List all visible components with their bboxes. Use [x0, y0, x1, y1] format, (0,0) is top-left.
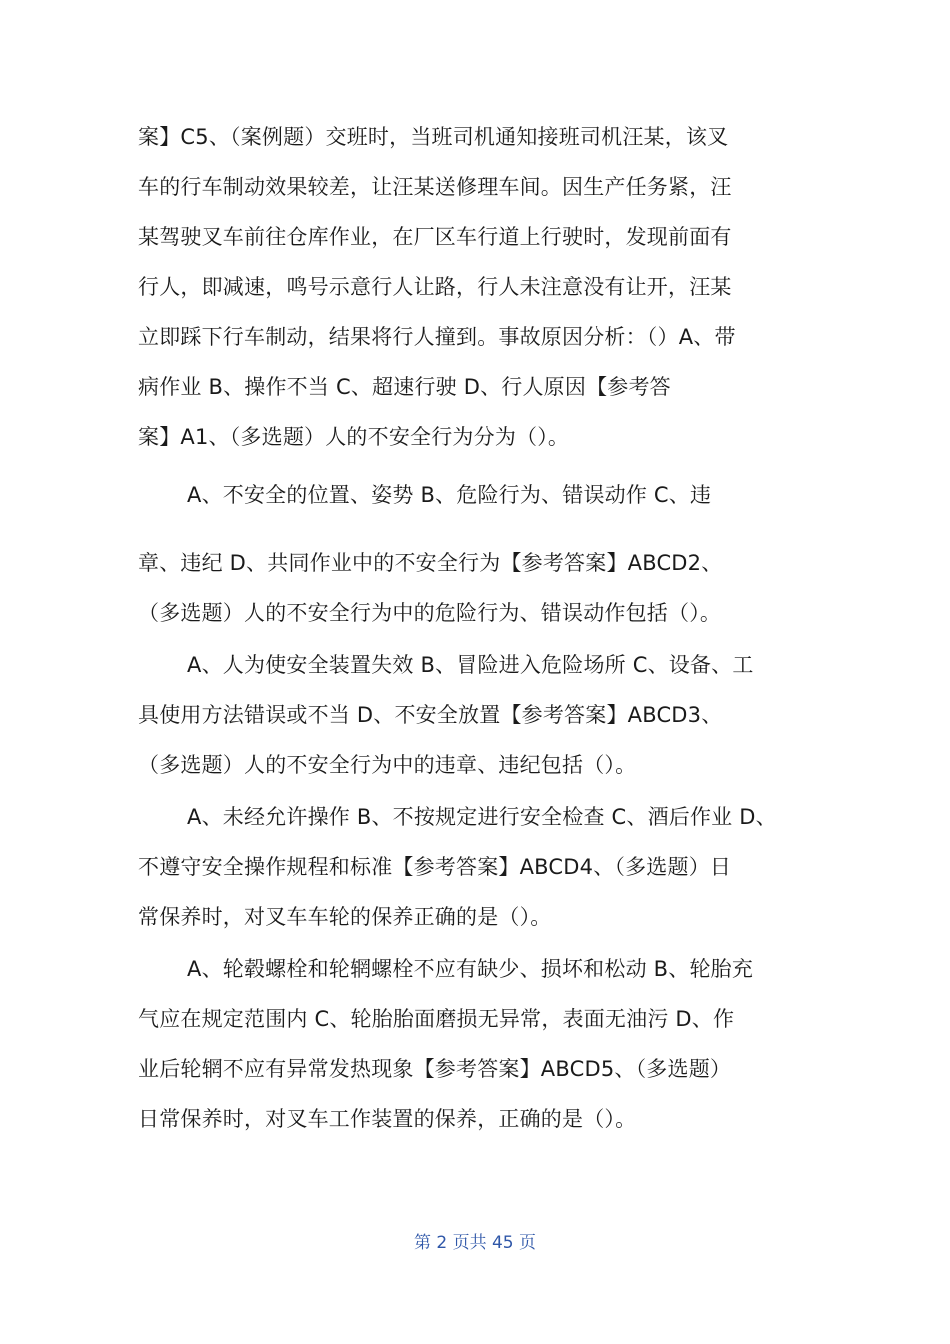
text-line-13: （多选题）人的不安全行为中的违章、违纪包括（）。: [138, 753, 637, 777]
text-line-8: A、不安全的位置、姿势 B、危险行为、错误动作 C、违: [187, 483, 712, 507]
text-line-17: A、轮毂螺栓和轮辋螺栓不应有缺少、损坏和松动 B、轮胎充: [187, 957, 754, 981]
text-line-19: 业后轮辋不应有异常发热现象【参考答案】ABCD5、（多选题）: [138, 1057, 732, 1081]
text-line-15: 不遵守安全操作规程和标准【参考答案】ABCD4、（多选题）日: [138, 855, 732, 879]
text-line-10: （多选题）人的不安全行为中的危险行为、错误动作包括（）。: [138, 601, 722, 625]
text-line-1: 案】C5、（案例题）交班时，当班司机通知接班司机汪某，该叉: [138, 125, 729, 149]
text-line-16: 常保养时，对叉车车轮的保养正确的是（）。: [138, 905, 552, 929]
text-line-6: 病作业 B、操作不当 C、超速行驶 D、行人原因【参考答: [138, 375, 671, 399]
text-line-2: 车的行车制动效果较差，让汪某送修理车间。因生产任务紧，汪: [138, 175, 732, 199]
text-line-7: 案】A1、（多选题）人的不安全行为分为（）。: [138, 425, 570, 449]
text-line-11: A、人为使安全装置失效 B、冒险进入危险场所 C、设备、工: [187, 653, 754, 677]
text-line-18: 气应在规定范围内 C、轮胎胎面磨损无异常，表面无油污 D、作: [138, 1007, 735, 1031]
text-line-20: 日常保养时，对叉车工作装置的保养，正确的是（）。: [138, 1107, 637, 1131]
page-number-footer: 第 2 页共 45 页: [413, 1233, 537, 1253]
text-line-4: 行人，即减速，鸣号示意行人让路，行人未注意没有让开，汪某: [138, 275, 732, 299]
text-line-9: 章、违纪 D、共同作业中的不安全行为【参考答案】ABCD2、: [138, 551, 723, 575]
text-line-5: 立即踩下行车制动，结果将行人撞到。事故原因分析：（）A、带: [138, 325, 736, 349]
text-line-14: A、未经允许操作 B、不按规定进行安全检查 C、酒后作业 D、: [187, 805, 777, 829]
text-line-12: 具使用方法错误或不当 D、不安全放置【参考答案】ABCD3、: [138, 703, 723, 727]
text-line-3: 某驾驶叉车前往仓库作业，在厂区车行道上行驶时，发现前面有: [138, 225, 732, 249]
